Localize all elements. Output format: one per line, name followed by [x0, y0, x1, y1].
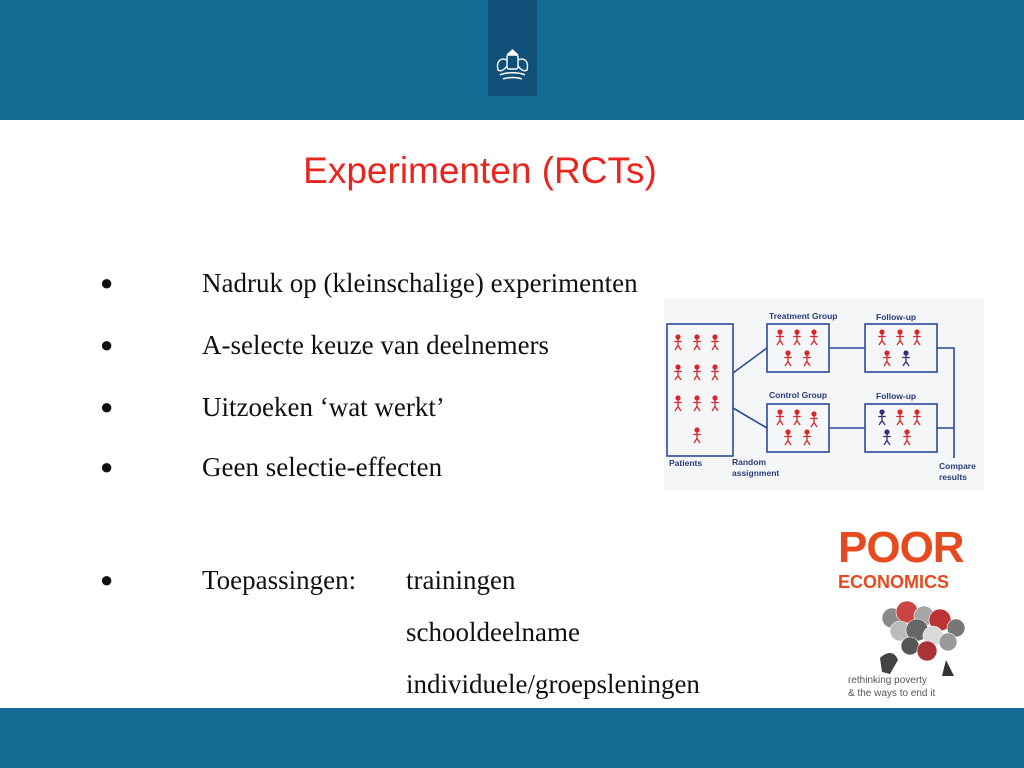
- book-title-line2: ECONOMICS: [838, 572, 950, 592]
- compare-label: Compare: [939, 461, 976, 471]
- bullet-symbol: ●: [100, 332, 114, 357]
- application-item: trainingen: [406, 565, 516, 595]
- follow-up-label: Follow-up: [876, 312, 917, 322]
- bullet-text: Nadruk op (kleinschalige) experimenten: [202, 268, 638, 298]
- bullet-text: Uitzoeken ‘wat werkt’: [202, 392, 445, 422]
- book-tagline-1: rethinking poverty: [848, 675, 927, 686]
- bullet-text: Toepassingen:: [202, 565, 357, 595]
- bullet-symbol: ●: [100, 567, 114, 592]
- assignment-label: assignment: [732, 468, 780, 478]
- bullet-text: A-selecte keuze van deelnemers: [202, 330, 550, 360]
- rct-diagram: [664, 298, 984, 490]
- book-tagline-2: & the ways to end it: [848, 688, 936, 699]
- bullet-text: Geen selectie-effecten: [202, 452, 443, 482]
- results-label: results: [939, 472, 967, 482]
- bullet-symbol: ●: [100, 394, 114, 419]
- bullet-symbol: ●: [100, 454, 114, 479]
- application-item: schooldeelname: [406, 617, 580, 647]
- balloons-illustration: [872, 598, 982, 678]
- follow-up-label: Follow-up: [876, 391, 917, 401]
- treatment-group-label: Treatment Group: [769, 311, 838, 321]
- emblem-tab: [488, 0, 537, 96]
- book-cover: [796, 516, 990, 708]
- person-icon: [674, 329, 921, 445]
- control-group-label: Control Group: [769, 390, 828, 400]
- book-title-line1: POOR: [838, 523, 964, 572]
- royal-coat-of-arms-icon: [492, 48, 533, 82]
- bullet-symbol: ●: [100, 270, 114, 295]
- slide-title: Experimenten (RCTs): [303, 150, 657, 191]
- footer-bar: [0, 708, 1024, 768]
- application-item: individuele/groepsleningen: [406, 669, 700, 699]
- patients-label: Patients: [669, 458, 703, 468]
- random-label: Random: [732, 457, 766, 467]
